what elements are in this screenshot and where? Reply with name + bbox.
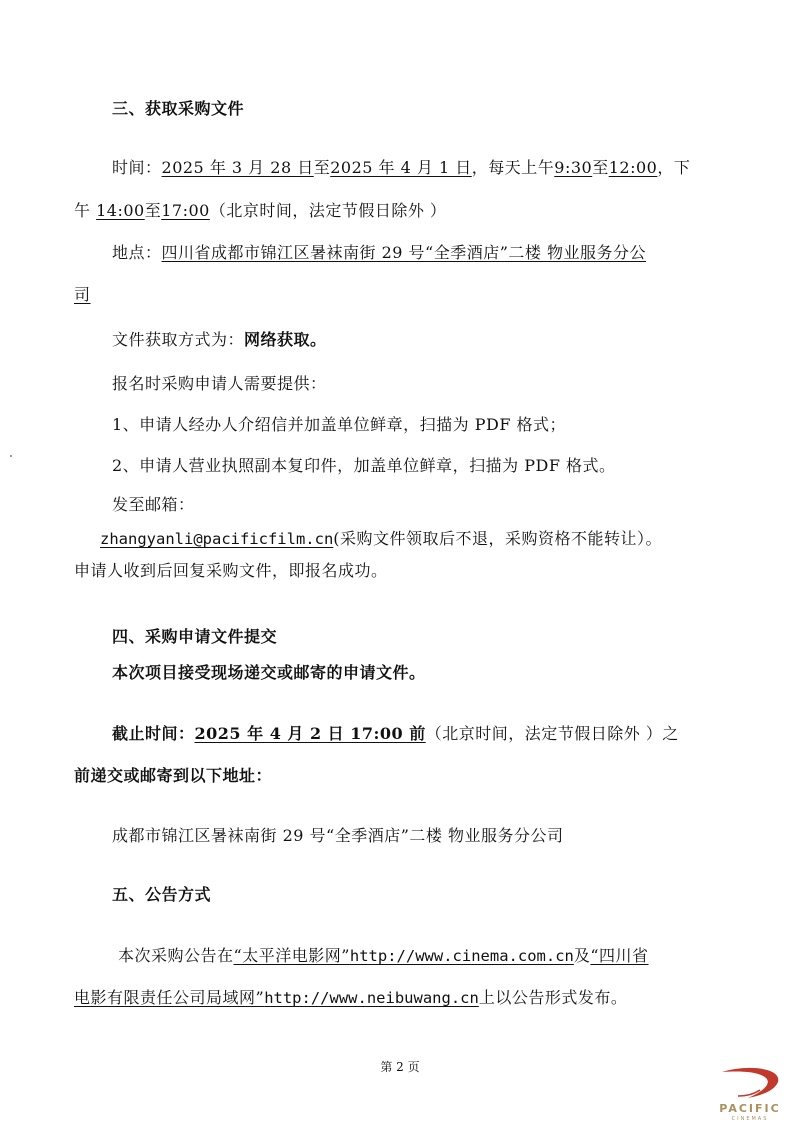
email-link[interactable]: zhangyanli@pacificfilm.cn xyxy=(100,530,334,548)
place-value-1: 四川省成都市锦江区暑袜南街 29 号“全季酒店”二楼 物业服务分公 xyxy=(161,243,646,262)
provide-item-1: 1、申请人经办人介绍信并加盖单位鲜章，扫描为 PDF 格式； xyxy=(112,415,567,434)
method-label: 文件获取方式为： xyxy=(112,330,245,349)
deadline-line-1 xyxy=(112,724,679,744)
site-1-name: “太平洋电影网” xyxy=(233,946,350,965)
address-line: 成都市锦江区暑袜南街 29 号“全季酒店”二楼 物业服务分公司 xyxy=(112,826,564,845)
deadline-line-2: 前递交或邮寄到以下地址： xyxy=(74,766,273,785)
am-end: 12:00 xyxy=(608,158,658,177)
site-1-url[interactable]: http://www.cinema.com.cn xyxy=(349,947,574,965)
time-line-1 xyxy=(112,158,690,178)
pm-end: 17:00 xyxy=(161,201,210,220)
provide-intro: 报名时采购申请人需要提供： xyxy=(112,374,327,393)
am-start: 9:30 xyxy=(554,158,593,177)
section-3-heading: 三、获取采购文件 xyxy=(112,99,245,118)
pacific-cinemas-logo xyxy=(708,1066,792,1126)
logo-name: PACIFIC xyxy=(719,1102,781,1115)
section-4-heading: 四、采购申请文件提交 xyxy=(112,627,278,646)
publish-and: 及 xyxy=(573,946,591,965)
page-number: 第 2 页 xyxy=(380,1060,420,1074)
pm-to: 至 xyxy=(144,201,162,220)
site-2-name-1: “四川省 xyxy=(590,946,649,965)
accept-line: 本次项目接受现场递交或邮寄的申请文件。 xyxy=(112,663,426,682)
method-value: 网络获取。 xyxy=(244,330,327,349)
scan-speck xyxy=(10,455,12,457)
email-label: 发至邮箱： xyxy=(112,495,195,514)
pm-prefix: ，下 xyxy=(657,158,691,177)
confirm-line: 申请人收到后回复采购文件，即报名成功。 xyxy=(74,561,388,580)
publish-line-1 xyxy=(118,946,649,966)
email-note: (采购文件领取后不退，采购资格不能转让）。 xyxy=(333,529,663,548)
am-to: 至 xyxy=(592,158,609,177)
time-end: 2025 年 4 月 1 日 xyxy=(330,158,472,177)
deadline-label: 截止时间： xyxy=(112,724,195,743)
time-label: 时间： xyxy=(112,158,162,177)
deadline-value: 2025 年 4 月 2 日 17:00 前 xyxy=(194,724,426,743)
site-2-url[interactable]: http://www.neibuwang.cn xyxy=(264,989,479,1007)
method-line xyxy=(112,330,327,350)
logo-sub: CINEMAS xyxy=(731,1116,769,1122)
publish-suffix: 上以公告形式发布。 xyxy=(478,988,628,1007)
publish-prefix: 本次采购公告在 xyxy=(118,946,234,965)
email-line xyxy=(100,529,662,549)
place-value-2: 司 xyxy=(74,285,91,304)
publish-line-2 xyxy=(74,988,627,1008)
logo-swoosh-icon xyxy=(708,1066,792,1102)
provide-item-2: 2、申请人营业执照副本复印件，加盖单位鲜章，扫描为 PDF 格式。 xyxy=(112,456,616,475)
place-line-1 xyxy=(112,243,646,263)
time-to: 至 xyxy=(313,158,331,177)
site-2-name-2: 电影有限责任公司局域网” xyxy=(74,988,265,1007)
time-daily: ，每天上午 xyxy=(471,158,555,177)
pm-note: （北京时间，法定节假日除外 ） xyxy=(209,201,447,220)
pm-line2-prefix: 午 xyxy=(74,201,91,220)
pm-start: 14:00 xyxy=(96,201,145,220)
deadline-note: （北京时间，法定节假日除外 ）之 xyxy=(425,724,679,743)
time-line-2 xyxy=(74,201,446,221)
time-start: 2025 年 3 月 28 日 xyxy=(161,158,314,177)
section-5-heading: 五、公告方式 xyxy=(112,885,212,904)
place-label: 地点： xyxy=(112,243,162,262)
